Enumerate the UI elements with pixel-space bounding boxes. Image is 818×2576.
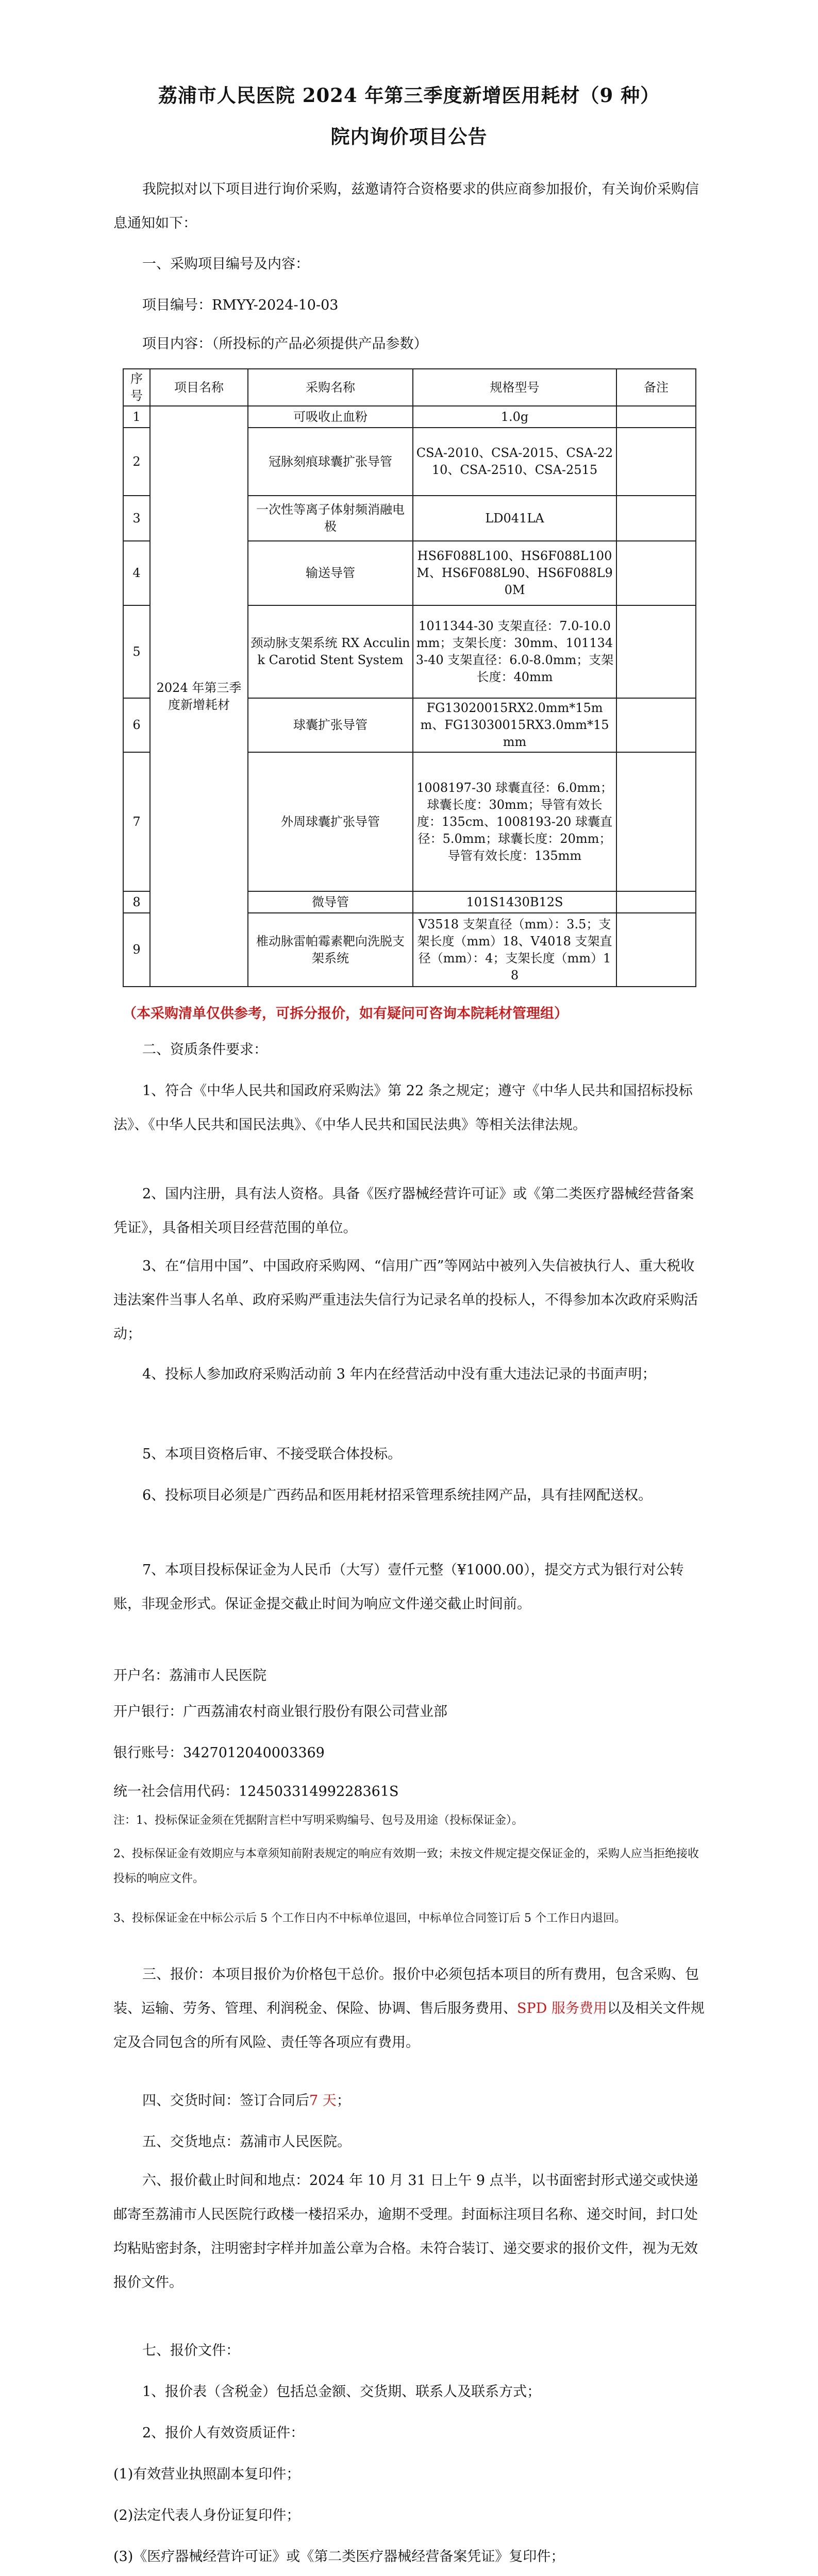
header-cell: 采购名称 <box>248 369 413 406</box>
section5-delivery-place: 五、交货地点：荔浦市人民医院。 <box>142 2134 351 2150</box>
item-name: 输送导管 <box>248 541 413 605</box>
documents-list-2: (2)法定代表人身份证复印件； <box>113 2507 301 2523</box>
header-cell: 项目名称 <box>150 369 248 406</box>
qualification-item-5: 5、本项目资格后审、不接受联合体投标。 <box>142 1446 402 1462</box>
section3-pricing <box>113 1958 706 2060</box>
table-header-row <box>123 369 696 406</box>
item-remark <box>616 541 696 605</box>
section4-delivery-time <box>113 2084 706 2118</box>
row-number: 8 <box>123 891 150 913</box>
item-spec: 101S1430B12S <box>413 891 616 913</box>
row-number: 7 <box>123 752 150 891</box>
item-remark <box>616 496 696 541</box>
item-remark <box>616 605 696 698</box>
credit-code: 统一社会信用代码：12450331499228361S <box>113 1784 399 1800</box>
delivery-time-text: 四、交货时间：签订合同后 <box>142 2093 309 2109</box>
header-cell: 序号 <box>123 369 150 406</box>
item-name: 外周球囊扩张导管 <box>248 752 413 891</box>
delivery-time-end: ； <box>336 2093 350 2109</box>
page-title: 荔浦市人民医院 2024 年第三季度新增医用耗材（9 种） <box>158 84 660 107</box>
documents-list-1: (1)有效营业执照副本复印件； <box>113 2466 301 2482</box>
item-name: 冠脉刻痕球囊扩张导管 <box>248 428 413 496</box>
item-name: 颈动脉支架系统 RX Acculink Carotid Stent System <box>248 605 413 698</box>
page-subtitle: 院内询价项目公告 <box>330 125 488 148</box>
item-spec: V3518 支架直径（mm）：3.5；支架长度（mm）18、V4018 支架直径（mm）：4；支架长度（mm）18 <box>413 913 616 987</box>
header-cell: 规格型号 <box>413 369 616 406</box>
item-spec: HS6F088L100、HS6F088L100M、HS6F088L90、HS6F088L90M <box>413 541 616 605</box>
delivery-days-highlight: 7 天 <box>309 2093 337 2109</box>
item-name: 一次性等离子体射频消融电极 <box>248 496 413 541</box>
item-remark <box>616 752 696 891</box>
documents-item-1: 1、报价表（含税金）包括总金额、交货期、联系人及联系方式； <box>142 2384 541 2400</box>
project-number: 项目编号：RMYY-2024-10-03 <box>142 297 339 313</box>
row-number: 3 <box>123 496 150 541</box>
bank-account-name: 开户名：荔浦市人民医院 <box>113 1668 266 1684</box>
section6-deadline: 六、报价截止时间和地点：2024 年 10 月 31 日上午 9 点半，以书面密封形式递交或快递邮寄至荔浦市人民医院行政楼一楼招采办，逾期不受理。封面标注项目名称、递交时间，封口处均粘贴密封条，注明密封字样并加盖公章为合格。未符合装订、递交要求的报价文件，视为无效报价文件。 <box>113 2173 698 2291</box>
qualification-item-4: 4、投标人参加政府采购活动前 3 年内在经营活动中没有重大违法记录的书面声明； <box>142 1366 656 1382</box>
item-name: 可吸收止血粉 <box>248 406 413 428</box>
pricing-text-end: 以及相关文件规定及合同包含的所有风险、责任等各项应有费用。 <box>113 2001 705 2050</box>
row-number: 6 <box>123 698 150 752</box>
procurement-list-note: （本采购清单仅供参考，可拆分报价，如有疑问可咨询本院耗材管理组） <box>123 1006 568 1022</box>
header-cell: 备注 <box>616 369 696 406</box>
row-number: 9 <box>123 913 150 987</box>
qualification-item-6: 6、投标项目必须是广西药品和医用耗材招采管理系统挂网产品，具有挂网配送权。 <box>142 1487 653 1503</box>
documents-list-3: (3)《医疗器械经营许可证》或《第二类医疗器械经营备案凭证》复印件； <box>113 2549 565 2565</box>
deposit-note-1: 注：1、投标保证金须在凭据附言栏中写明采购编号、包号及用途（投标保证金）。 <box>113 1814 523 1827</box>
intro-paragraph: 我院拟对以下项目进行询价采购，兹邀请符合资格要求的供应商参加报价，有关询价采购信息通知如下： <box>113 181 699 231</box>
pricing-text: 三、报价：本项目报价为价格包干总价。报价中必须包括本项目的所有费用，包含采购、包装、运输、劳务、管理、利润税金、保险、协调、售后服务费用、 <box>113 1967 699 2016</box>
item-remark <box>616 698 696 752</box>
item-spec: 1.0g <box>413 406 616 428</box>
section1-heading: 一、采购项目编号及内容： <box>142 256 309 272</box>
bank-name: 开户银行：广西荔浦农村商业银行股份有限公司营业部 <box>113 1704 447 1720</box>
row-number: 4 <box>123 541 150 605</box>
project-name-cell: 2024 年第三季度新增耗材 <box>150 406 248 987</box>
qualification-item-7: 7、本项目投标保证金为人民币（大写）壹仟元整（¥1000.00），提交方式为银行对公转账，非现金形式。保证金提交截止时间为响应文件递交截止时间前。 <box>113 1562 684 1612</box>
section2-heading: 二、资质条件要求： <box>142 1042 268 1058</box>
row-number: 5 <box>123 605 150 698</box>
item-spec: 1011344-30 支架直径：7.0-10.0mm；支架长度：30mm、1011343-40 支架直径：6.0-8.0mm；支架长度：40mm <box>413 605 616 698</box>
item-name: 球囊扩张导管 <box>248 698 413 752</box>
item-spec: FG13020015RX2.0mm*15mm、FG13030015RX3.0mm*15mm <box>413 698 616 752</box>
table-row <box>123 406 696 428</box>
item-spec: LD041LA <box>413 496 616 541</box>
item-remark <box>616 406 696 428</box>
row-number: 1 <box>123 406 150 428</box>
item-name: 椎动脉雷帕霉素靶向洗脱支架系统 <box>248 913 413 987</box>
item-spec: 1008197-30 球囊直径：6.0mm；球囊长度：30mm；导管有效长度：135cm、1008193-20 球囊直径：5.0mm；球囊长度：20mm；导管有效长度：135mm <box>413 752 616 891</box>
row-number: 2 <box>123 428 150 496</box>
deposit-note-3: 3、投标保证金在中标公示后 5 个工作日内不中标单位退回，中标单位合同签订后 5 个工作日内退回。 <box>113 1912 626 1925</box>
deposit-note-2: 2、投标保证金有效期应与本章须知前附表规定的响应有效期一致；未按文件规定提交保证金的，采购人应当拒绝接收投标的响应文件。 <box>113 1848 699 1885</box>
qualification-item-3: 3、在“信用中国”、中国政府采购网、“信用广西”等网站中被列入失信被执行人、重大税收违法案件当事人名单、政府采购严重违法失信行为记录名单的投标人，不得参加本次政府采购活动； <box>113 1258 698 1342</box>
spd-fee-highlight: SPD 服务费用 <box>517 2001 607 2016</box>
documents-item-2: 2、报价人有效资质证件： <box>142 2425 305 2441</box>
bank-account-number: 银行账号：3427012040003369 <box>113 1745 325 1761</box>
item-remark <box>616 891 696 913</box>
procurement-table <box>123 368 696 987</box>
item-remark <box>616 913 696 987</box>
qualification-item-2: 2、国内注册，具有法人资格。具备《医疗器械经营许可证》或《第二类医疗器械经营备案凭证》，具备相关项目经营范围的单位。 <box>113 1186 694 1236</box>
project-content: 项目内容：（所投标的产品必须提供产品参数） <box>142 336 428 352</box>
section7-heading: 七、报价文件： <box>142 2343 240 2359</box>
item-spec: CSA-2010、CSA-2015、CSA-2210、CSA-2510、CSA-2515 <box>413 428 616 496</box>
qualification-item-1: 1、符合《中华人民共和国政府采购法》第 22 条之规定；遵守《中华人民共和国招标投标法》、《中华人民共和国民法典》、《中华人民共和国民法典》等相关法律法规。 <box>113 1083 693 1133</box>
item-name: 微导管 <box>248 891 413 913</box>
item-remark <box>616 428 696 496</box>
